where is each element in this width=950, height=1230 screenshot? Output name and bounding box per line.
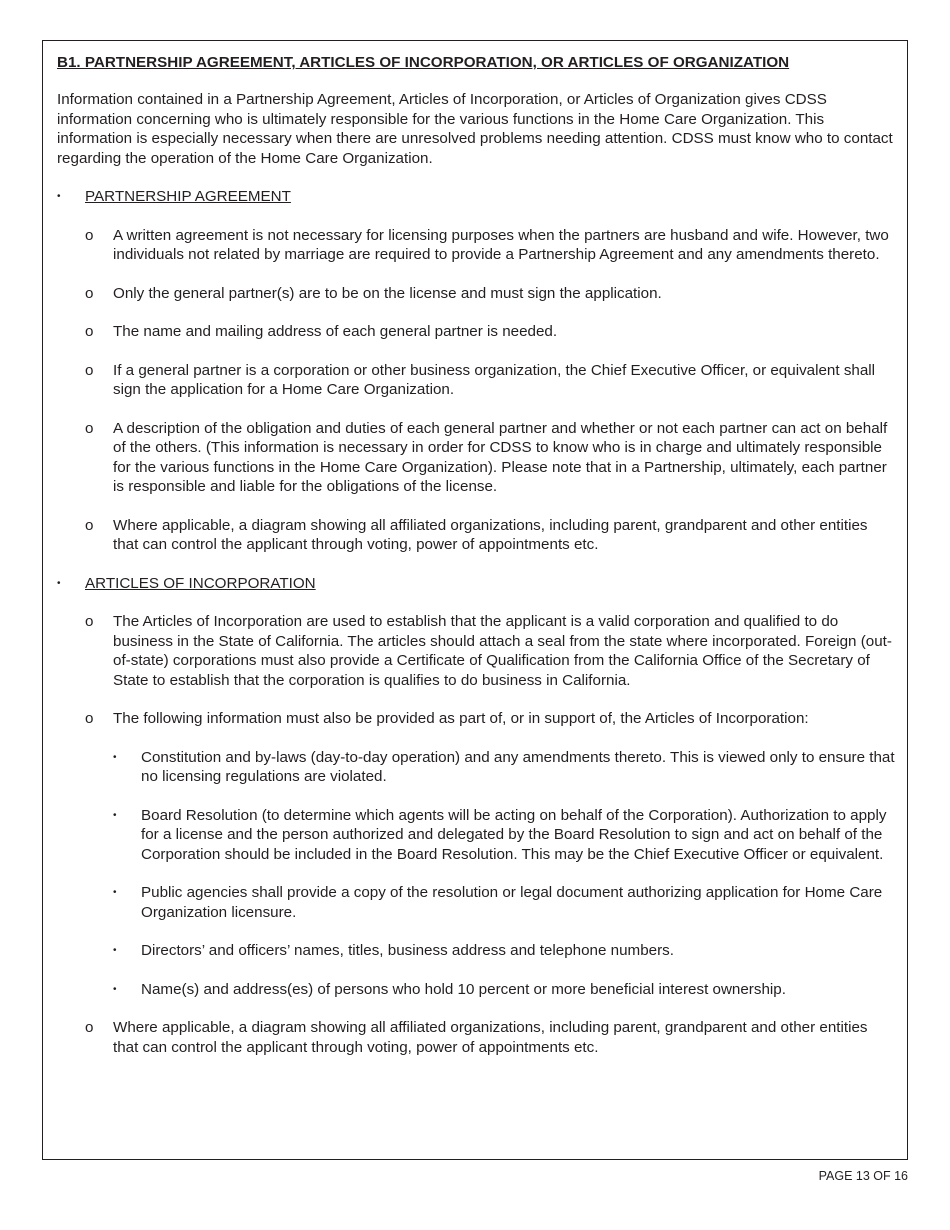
list-item <box>57 612 897 690</box>
list-item-text: The following information must also be provided as part of, or in support of, the Articles of Incorporation: <box>113 710 809 727</box>
circle-bullet-icon: o <box>85 419 94 437</box>
list-item <box>57 361 897 400</box>
list-item <box>57 1018 897 1057</box>
list-item-text: A description of the obligation and duties of each general partner and whether or not each partner can act on behalf of the others. (This information is necessary in order for CDSS to know who is in charge and ultimately responsible for the various functions in the Home Care Organization). Please note that in a Partnership, ultimately, each partner is responsible and liable for the obligations of the license. <box>113 419 888 495</box>
list-item <box>57 419 897 497</box>
sub-list-item-text: Public agencies shall provide a copy of the resolution or legal document authorizing application for Home Care Organization licensure. <box>141 884 883 921</box>
incorporation-section-title <box>57 574 897 594</box>
list-item-text: Where applicable, a diagram showing all affiliated organizations, including parent, grandparent and other entities that can control the applicant through voting, power of appointments etc. <box>113 1019 868 1056</box>
list-item-text: The name and mailing address of each general partner is needed. <box>113 323 558 340</box>
sub-list-item <box>57 883 897 922</box>
bullet-icon: • <box>57 191 61 202</box>
page-number: PAGE 13 OF 16 <box>818 1169 908 1183</box>
circle-bullet-icon: o <box>85 1019 94 1036</box>
list-item-text: Where applicable, a diagram showing all affiliated organizations, including parent, grandparent and other entities that can control the applicant through voting, power of appointments etc. <box>113 516 868 553</box>
circle-bullet-icon: o <box>85 284 94 302</box>
sub-list-item-text: Name(s) and address(es) of persons who hold 10 percent or more beneficial interest ownership. <box>141 980 786 998</box>
document-body <box>57 53 897 1076</box>
incorporation-title: ARTICLES OF INCORPORATION <box>85 574 316 592</box>
sub-list-item <box>57 806 897 865</box>
bullet-icon: • <box>57 577 61 589</box>
circle-bullet-icon: o <box>85 323 94 340</box>
circle-bullet-icon: o <box>85 613 94 630</box>
list-item <box>57 709 897 729</box>
bullet-icon: • <box>113 809 117 821</box>
partnership-section-title <box>57 187 897 207</box>
content-frame <box>42 40 908 1160</box>
list-item-text: Only the general partner(s) are to be on the license and must sign the application. <box>113 284 662 302</box>
sub-list-item <box>57 941 897 961</box>
list-item <box>57 516 897 555</box>
list-item <box>57 284 897 304</box>
sub-list-item-text: Directors’ and officers’ names, titles, business address and telephone numbers. <box>141 942 674 959</box>
circle-bullet-icon: o <box>85 516 94 534</box>
circle-bullet-icon: o <box>85 226 94 244</box>
sub-list-item-text: Board Resolution (to determine which agents will be acting on behalf of the Corporation). Authorization to apply for a license and the person authorized and delegated by the Board Resolution to sign and act on behalf of the Corporation should be included in the Board Resolution. This may be the Chief Executive Officer or equivalent. <box>141 806 887 863</box>
bullet-icon: • <box>113 751 117 763</box>
bullet-icon: • <box>113 945 117 956</box>
partnership-title: PARTNERSHIP AGREEMENT <box>85 188 291 205</box>
sub-list-item <box>57 748 897 787</box>
circle-bullet-icon: o <box>85 361 94 379</box>
list-item-text: If a general partner is a corporation or other business organization, the Chief Executive Officer, or equivalent shall sign the application for a Home Care Organization. <box>113 361 876 398</box>
sub-list-item-text: Constitution and by-laws (day-to-day operation) and any amendments thereto. This is viewed only to ensure that no licensing regulations are violated. <box>141 748 895 785</box>
bullet-icon: • <box>113 887 117 898</box>
list-item-text: A written agreement is not necessary for licensing purposes when the partners are husband and wife. However, two individuals not related by marriage are required to provide a Partnership Agreement and any amendments thereto. <box>113 226 889 263</box>
circle-bullet-icon: o <box>85 710 94 727</box>
section-heading: B1. PARTNERSHIP AGREEMENT, ARTICLES OF INCORPORATION, OR ARTICLES OF ORGANIZATION <box>57 54 790 71</box>
intro-paragraph: Information contained in a Partnership Agreement, Articles of Incorporation, or Articles of Organization gives CDSS information concerning who is ultimately responsible for the various functions in the Home Care Organization. This information is especially necessary when there are unresolved problems needing attention. CDSS must know who to contact regarding the operation of the Home Care Organization. <box>57 91 893 167</box>
sub-list-item <box>57 980 897 1000</box>
list-item-text: The Articles of Incorporation are used to establish that the applicant is a valid corporation and qualified to do business in the State of California. The articles should attach a seal from the state where incorporated. Foreign (out-of-state) corporations must also provide a Certificate of Qualification from the California Office of the Secretary of State to establish that the corporation is qualifies to do business in California. <box>113 613 892 689</box>
bullet-icon: • <box>113 983 117 995</box>
list-item <box>57 322 897 342</box>
list-item <box>57 226 897 265</box>
